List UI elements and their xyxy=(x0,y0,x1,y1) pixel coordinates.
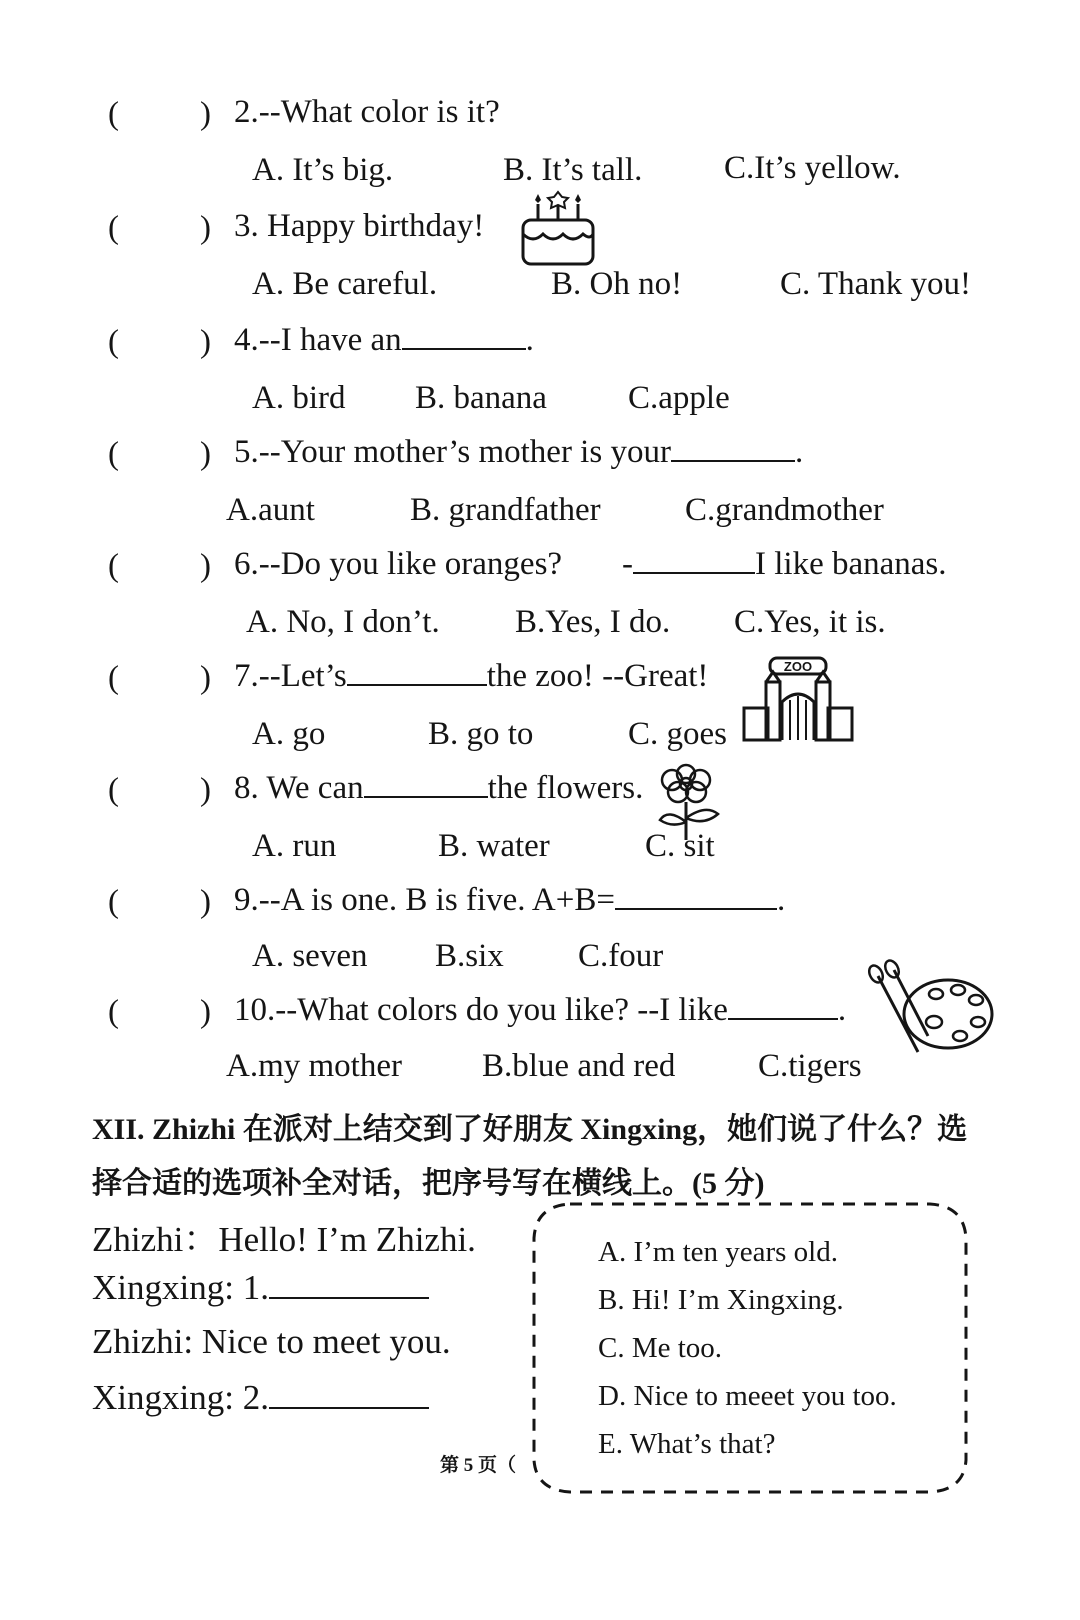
answer-paren-open: ( xyxy=(108,994,119,1030)
box-option-d: D. Nice to meeet you too. xyxy=(598,1380,897,1412)
q10-option-b: B.blue and red xyxy=(482,1048,676,1084)
q4-option-a: A. bird xyxy=(252,380,346,416)
dialogue-line-4: Xingxing: 2. xyxy=(92,1378,429,1418)
answer-blank[interactable] xyxy=(347,683,487,686)
answer-paren-close: ) xyxy=(200,772,211,808)
answer-paren-close: ) xyxy=(200,436,211,472)
question-9-text: 9.--A is one. B is five. A+B= . xyxy=(234,882,786,918)
q6-option-c: C.Yes, it is. xyxy=(734,604,886,640)
q6-option-a: A. No, I don’t. xyxy=(246,604,440,640)
q7-option-a: A. go xyxy=(252,716,326,752)
answer-blank[interactable] xyxy=(364,795,488,798)
answer-blank[interactable] xyxy=(402,347,526,350)
question-5-text: 5.--Your mother’s mother is your . xyxy=(234,434,804,470)
q8-option-a: A. run xyxy=(252,828,337,864)
q10-option-a: A.my mother xyxy=(226,1048,402,1084)
q4-option-c: C.apple xyxy=(628,380,730,416)
section-heading-line1: XII. Zhizhi 在派对上结交到了好朋友 Xingxing，她们说了什么？选 xyxy=(92,1113,968,1146)
q5-option-a: A.aunt xyxy=(226,492,315,528)
answer-blank[interactable] xyxy=(269,1406,429,1409)
question-6-answer: - I like bananas. xyxy=(622,546,947,582)
answer-blank[interactable] xyxy=(615,907,777,910)
birthday-cake-icon xyxy=(518,190,598,270)
dialogue-line-1: Zhizhi：Hello! I’m Zhizhi. xyxy=(92,1220,476,1259)
answer-paren-open: ( xyxy=(108,96,119,132)
q9-option-b: B.six xyxy=(435,938,504,974)
q2-option-a: A. It’s big. xyxy=(252,152,394,188)
q9-option-a: A. seven xyxy=(252,938,368,974)
answer-paren-open: ( xyxy=(108,548,119,584)
answer-paren-close: ) xyxy=(200,548,211,584)
answer-paren-open: ( xyxy=(108,772,119,808)
zoo-gate-icon xyxy=(744,656,852,744)
paint-palette-icon xyxy=(864,964,996,1056)
answer-paren-open: ( xyxy=(108,436,119,472)
box-option-a: A. I’m ten years old. xyxy=(598,1236,838,1268)
answer-blank[interactable] xyxy=(728,1017,838,1020)
question-3-text: 3. Happy birthday! xyxy=(234,208,485,244)
box-option-e: E. What’s that? xyxy=(598,1428,776,1460)
q3-option-b: B. Oh no! xyxy=(551,266,683,302)
answer-paren-open: ( xyxy=(108,660,119,696)
answer-paren-close: ) xyxy=(200,210,211,246)
q2-option-c: C.It’s yellow. xyxy=(724,150,901,186)
q4-option-b: B. banana xyxy=(415,380,547,416)
answer-paren-open: ( xyxy=(108,210,119,246)
q10-option-c: C.tigers xyxy=(758,1048,862,1084)
q6-option-b: B.Yes, I do. xyxy=(515,604,671,640)
answer-paren-close: ) xyxy=(200,660,211,696)
zoo-sign-text: ZOO xyxy=(783,659,813,674)
section-heading-line2: 择合适的选项补全对话，把序号写在横线上。(5 分) xyxy=(92,1167,765,1200)
q7-option-c: C. goes xyxy=(628,716,727,752)
question-7-text: 7.--Let’s the zoo! --Great! xyxy=(234,658,709,694)
question-4-text: 4.--I have an . xyxy=(234,322,534,358)
question-10-text: 10.--What colors do you like? --I like . xyxy=(234,992,847,1028)
q5-option-b: B. grandfather xyxy=(410,492,601,528)
box-option-c: C. Me too. xyxy=(598,1332,723,1364)
q3-option-c: C. Thank you! xyxy=(780,266,971,302)
page-number: 第 5 页（ xyxy=(440,1455,517,1476)
q7-option-b: B. go to xyxy=(428,716,534,752)
answer-paren-close: ) xyxy=(200,994,211,1030)
answer-paren-open: ( xyxy=(108,884,119,920)
q2-option-b: B. It’s tall. xyxy=(503,152,643,188)
answer-paren-close: ) xyxy=(200,324,211,360)
box-option-b: B. Hi! I’m Xingxing. xyxy=(598,1284,844,1316)
question-6-text: 6.--Do you like oranges? xyxy=(234,546,563,582)
answer-blank[interactable] xyxy=(633,571,755,574)
q8-option-c: C. sit xyxy=(645,828,715,864)
question-2-text: 2.--What color is it? xyxy=(234,94,500,130)
dialogue-line-3: Zhizhi: Nice to meet you. xyxy=(92,1322,451,1361)
answer-paren-open: ( xyxy=(108,324,119,360)
dialogue-line-2: Xingxing: 1. xyxy=(92,1268,429,1308)
question-8-text: 8. We can the flowers. xyxy=(234,770,644,806)
q8-option-b: B. water xyxy=(438,828,550,864)
q9-option-c: C.four xyxy=(578,938,664,974)
answer-blank[interactable] xyxy=(269,1296,429,1299)
q3-option-a: A. Be careful. xyxy=(252,266,438,302)
answer-paren-close: ) xyxy=(200,96,211,132)
q5-option-c: C.grandmother xyxy=(685,492,884,528)
answer-blank[interactable] xyxy=(671,459,795,462)
answer-paren-close: ) xyxy=(200,884,211,920)
